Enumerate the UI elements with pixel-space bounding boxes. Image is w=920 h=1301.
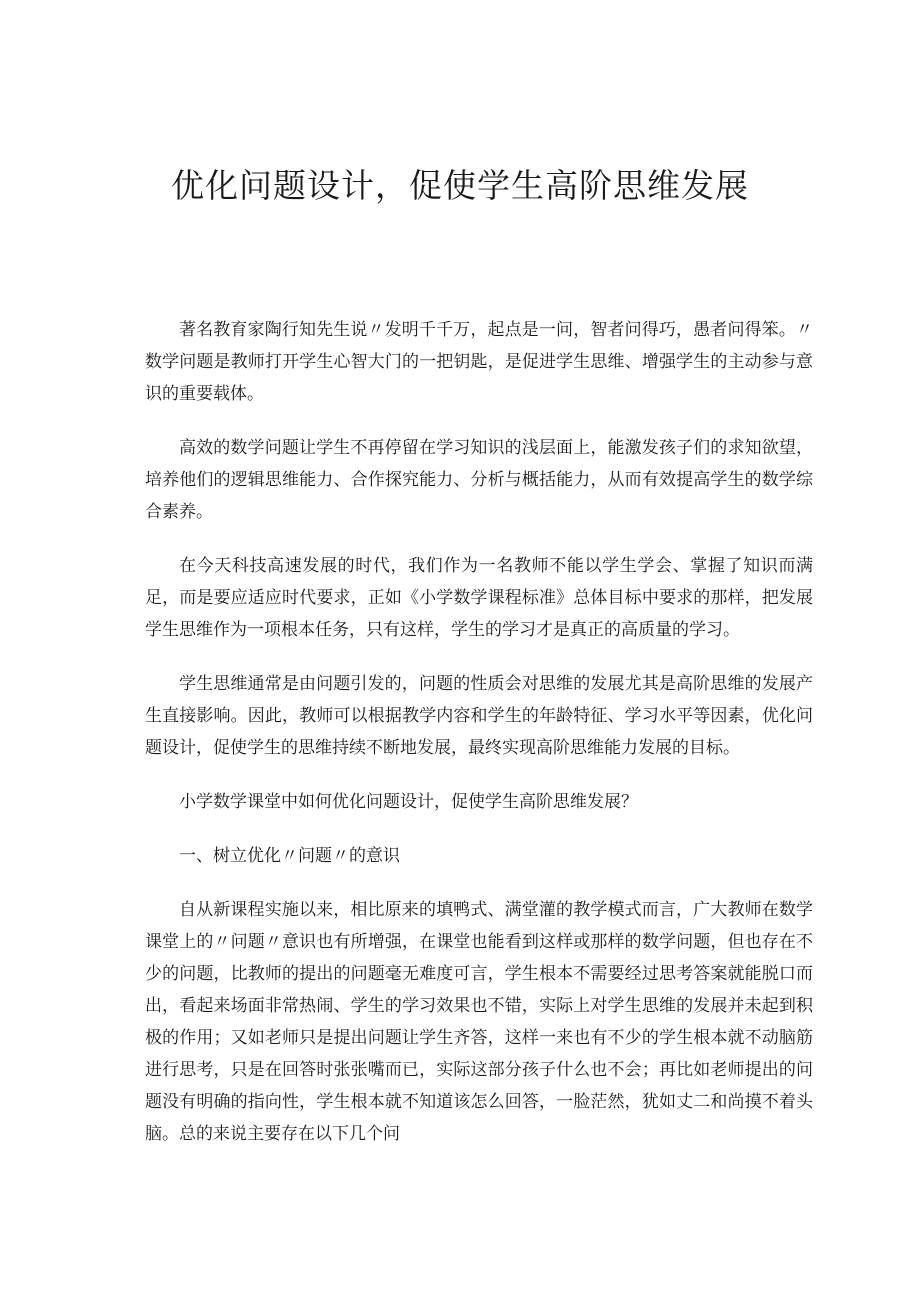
document-title: 优化问题设计，促使学生高阶思维发展	[171, 166, 749, 205]
paragraph-1: 著名教育家陶行知先生说〃发明千千万，起点是一问，智者问得巧，愚者问得笨。〃数学问题是教师打开学生心智大门的一把钥匙，是促进学生思维、增强学生的主动参与意识的重要载体。	[145, 320, 813, 404]
document-body	[145, 314, 813, 1172]
paragraph-5: 小学数学课堂中如何优化问题设计，促使学生高阶思维发展？	[179, 792, 638, 812]
section-heading: 一、树立优化〃问题〃的意识	[179, 846, 400, 866]
paragraph-2: 高效的数学问题让学生不再停留在学习知识的浅层面上，能激发孩子们的求知欲望，培养他们的逻辑思维能力、合作探究能力、分析与概括能力，从而有效提高学生的数学综合素养。	[145, 438, 813, 522]
paragraph-3: 在今天科技高速发展的时代，我们作为一名教师不能以学生学会、掌握了知识而满足，而是要应适应时代要求，正如《小学数学课程标准》总体目标中要求的那样，把发展学生思维作为一项根本任务，只有这样，学生的学习才是真正的高质量的学习。	[145, 556, 813, 640]
paragraph-4: 学生思维通常是由问题引发的，问题的性质会对思维的发展尤其是高阶思维的发展产生直接影响。因此，教师可以根据教学内容和学生的年龄特征、学习水平等因素，优化问题设计，促使学生的思维持续不断地发展，最终实现高阶思维能力发展的目标。	[145, 674, 813, 758]
section-paragraph: 自从新课程实施以来，相比原来的填鸭式、满堂灌的教学模式而言，广大教师在数学课堂上的〃问题〃意识也有所增强，在课堂也能看到这样或那样的数学问题，但也存在不少的问题，比教师的提出的问题毫无难度可言，学生根本不需要经过思考答案就能脱口而出，看起来场面非常热闹、学生的学习效果也不错，实际上对学生思维的发展并未起到积极的作用；又如老师只是提出问题让学生齐答，这样一来也有不少的学生根本就不动脑筋进行思考，只是在回答时张张嘴而已，实际这部分孩子什么也不会；再比如老师提出的问题没有明确的指向性，学生根本就不知道该怎么回答，一脸茫然，犹如丈二和尚摸不着头脑。总的来说主要存在以下几个问	[145, 900, 813, 1144]
